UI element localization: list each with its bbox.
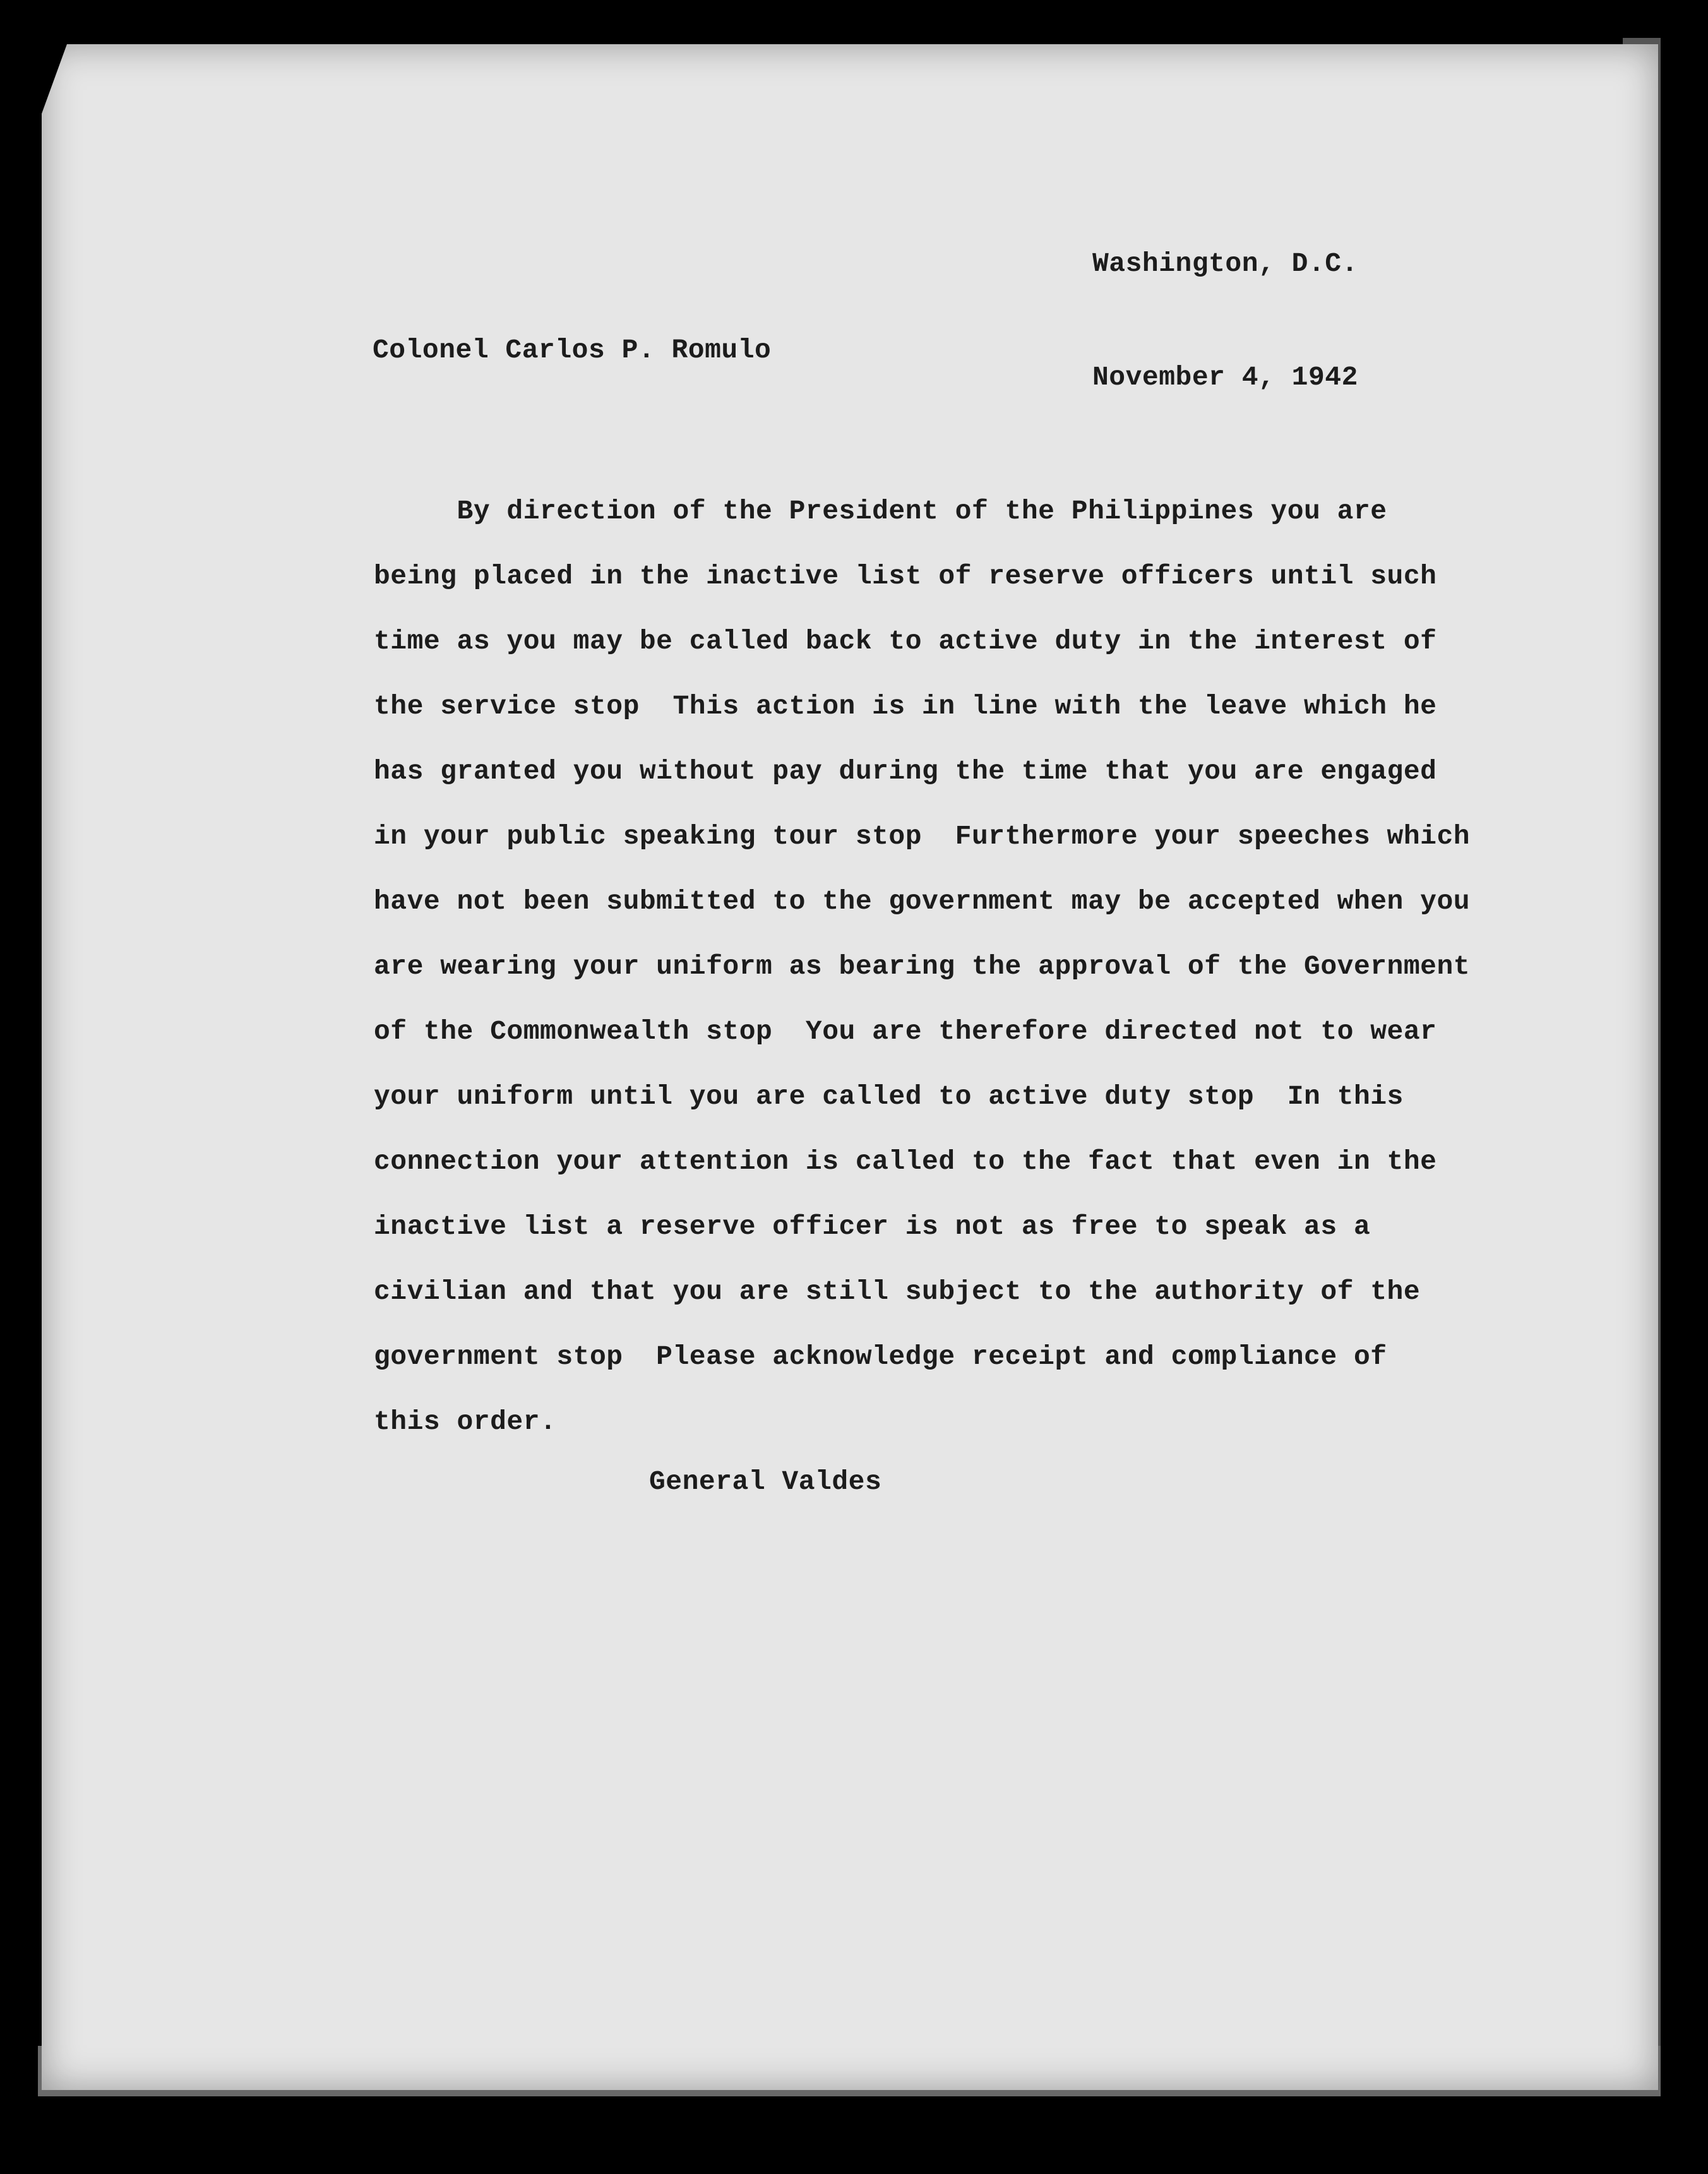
letter-body-line: your uniform until you are called to active duty stop In this [374,1081,1404,1112]
letter-heading [1092,169,1358,472]
letter-body-line: government stop Please acknowledge receipt and compliance of [374,1341,1387,1372]
corner-fold [42,44,67,114]
letter-body-line: civilian and that you are still subject to the authority of the [374,1276,1421,1307]
letter-body-line: time as you may be called back to active duty in the interest of [374,626,1437,657]
letter-body-line: of the Commonwealth stop You are therefore directed not to wear [374,1016,1437,1047]
letter-date: November 4, 1942 [1092,362,1358,393]
letter-body-line: this order. [374,1406,557,1437]
letter-addressee: Colonel Carlos P. Romulo [373,335,772,366]
letter-body-line: in your public speaking tour stop Furthermore your speeches which [374,821,1471,852]
letter-body-line: the service stop This action is in line with the leave which he [374,691,1437,722]
letter-body-line: are wearing your uniform as bearing the approval of the Government [374,951,1471,982]
letter-place: Washington, D.C. [1092,248,1358,279]
letter-signature: General Valdes [649,1466,882,1497]
letter-body-line: connection your attention is called to the fact that even in the [374,1146,1437,1177]
letter-body-line: inactive list a reserve officer is not as free to speak as a [374,1211,1371,1242]
letter-body-line: being placed in the inactive list of reserve officers until such [374,561,1437,592]
letter-page [42,44,1658,2090]
letter-body-line: By direction of the President of the Philippines you are [374,496,1387,527]
letter-body-line: have not been submitted to the government may be accepted when you [374,886,1471,917]
letter-body-line: has granted you without pay during the time that you are engaged [374,756,1437,787]
